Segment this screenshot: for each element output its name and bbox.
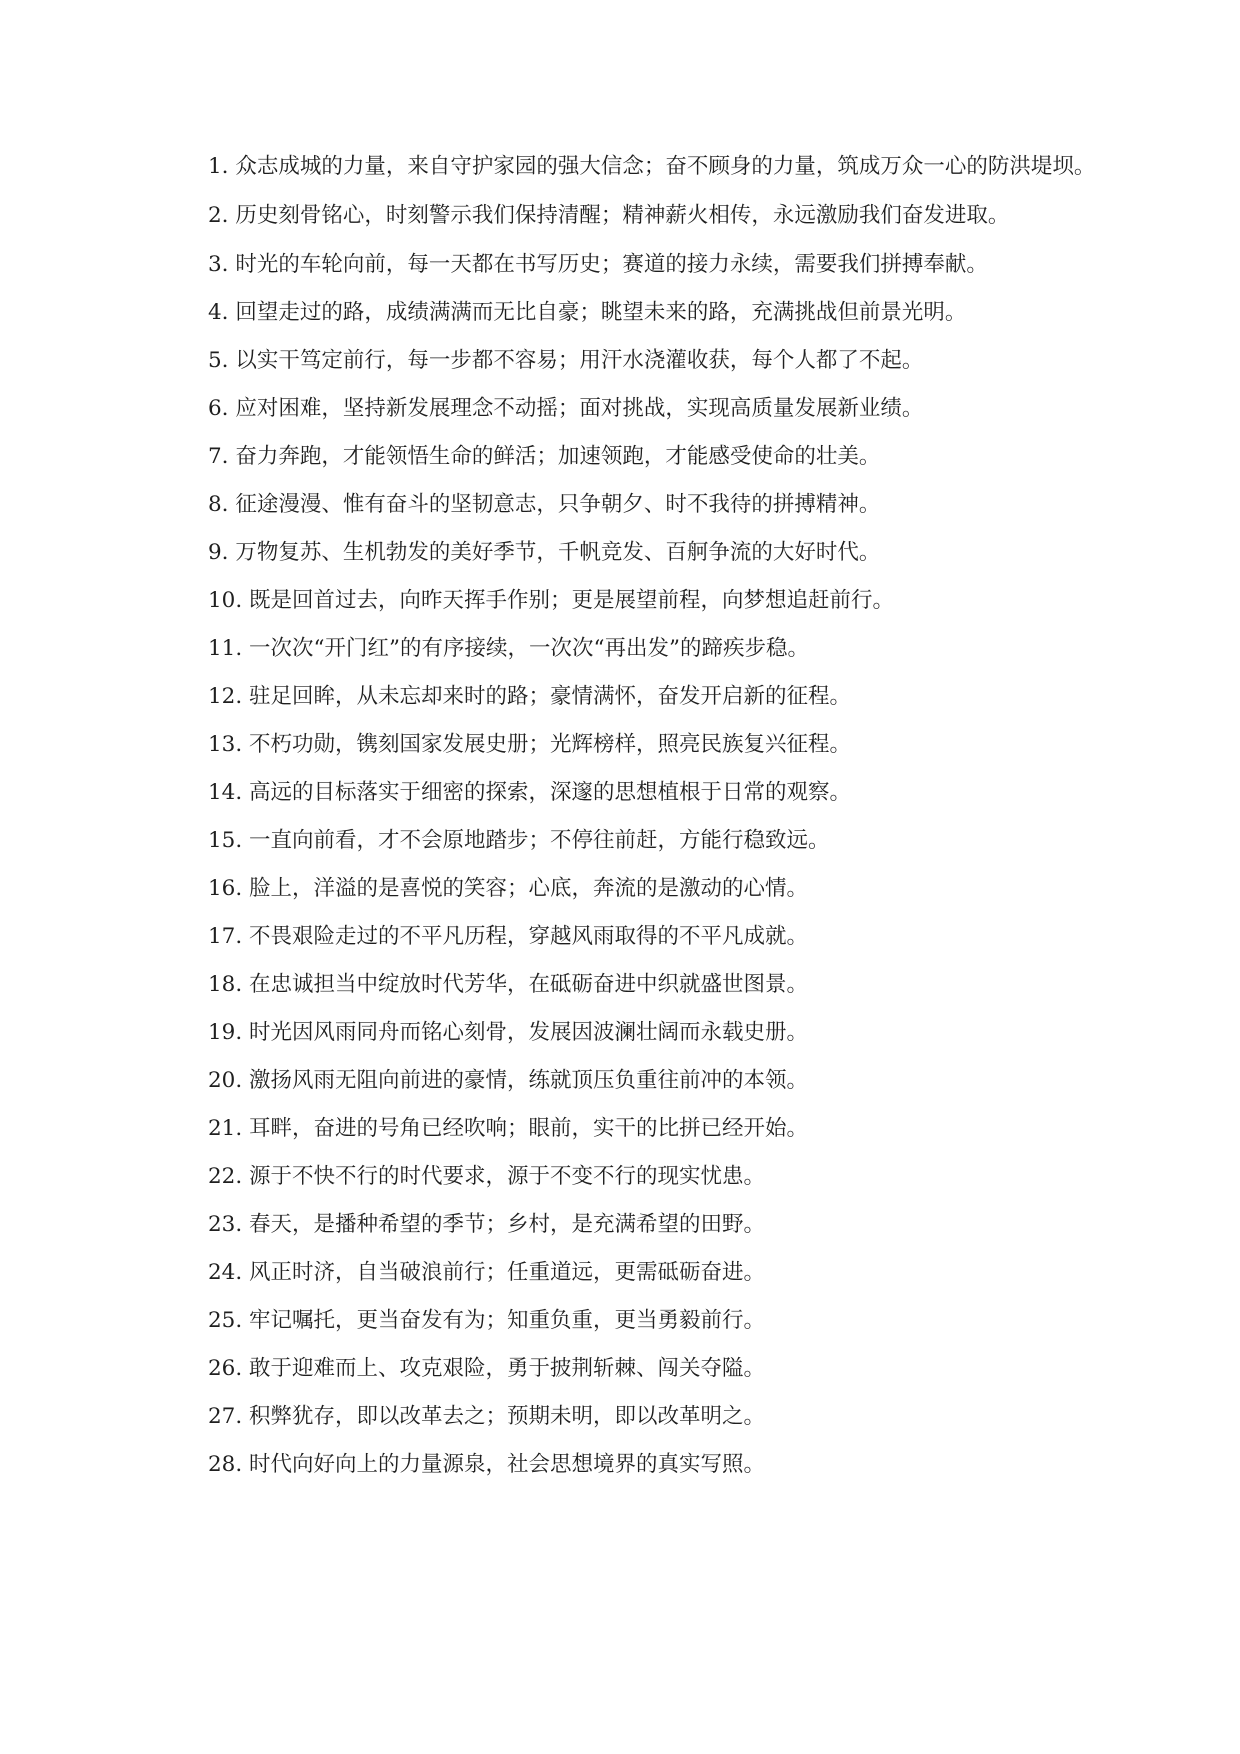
list-item: 25. 牢记嘱托，更当奋发有为；知重负重，更当勇毅前行。 <box>208 1308 766 1333</box>
list-item: 20. 激扬风雨无阻向前进的豪情，练就顶压负重往前冲的本领。 <box>208 1068 809 1093</box>
list-item: 22. 源于不快不行的时代要求，源于不变不行的现实忧患。 <box>208 1164 766 1189</box>
list-item: 9. 万物复苏、生机勃发的美好季节，千帆竞发、百舸争流的大好时代。 <box>208 540 881 565</box>
list-item: 13. 不朽功勋，镌刻国家发展史册；光辉榜样，照亮民族复兴征程。 <box>208 732 852 757</box>
list-item: 10. 既是回首过去，向昨天挥手作别；更是展望前程，向梦想追赶前行。 <box>208 588 895 613</box>
list-item: 18. 在忠诚担当中绽放时代芳华，在砥砺奋进中织就盛世图景。 <box>208 972 809 997</box>
list-item: 5. 以实干笃定前行，每一步都不容易；用汗水浇灌收获，每个人都了不起。 <box>208 348 924 373</box>
list-item: 17. 不畏艰险走过的不平凡历程，穿越风雨取得的不平凡成就。 <box>208 924 809 949</box>
list-item: 2. 历史刻骨铭心，时刻警示我们保持清醒；精神薪火相传，永远激励我们奋发进取。 <box>208 203 1010 228</box>
list-item: 16. 脸上，洋溢的是喜悦的笑容；心底，奔流的是激动的心情。 <box>208 876 809 901</box>
list-item: 27. 积弊犹存，即以改革去之；预期未明，即以改革明之。 <box>208 1404 766 1429</box>
list-item: 3. 时光的车轮向前，每一天都在书写历史；赛道的接力永续，需要我们拼搏奉献。 <box>208 252 988 277</box>
list-item: 26. 敢于迎难而上、攻克艰险，勇于披荆斩棘、闯关夺隘。 <box>208 1356 766 1381</box>
list-item: 12. 驻足回眸，从未忘却来时的路；豪情满怀，奋发开启新的征程。 <box>208 684 852 709</box>
list-item: 14. 高远的目标落实于细密的探索，深邃的思想植根于日常的观察。 <box>208 780 852 805</box>
list-item: 28. 时代向好向上的力量源泉，社会思想境界的真实写照。 <box>208 1452 766 1477</box>
list-item: 11. 一次次“开门红”的有序接续，一次次“再出发”的蹄疾步稳。 <box>208 636 809 661</box>
list-item: 1. 众志成城的力量，来自守护家园的强大信念；奋不顾身的力量，筑成万众一心的防洪堤坝。 <box>208 154 1096 179</box>
document-page <box>160 152 1100 1498</box>
list-item: 4. 回望走过的路，成绩满满而无比自豪；眺望未来的路，充满挑战但前景光明。 <box>208 300 967 325</box>
list-item: 24. 风正时济，自当破浪前行；任重道远，更需砥砺奋进。 <box>208 1260 766 1285</box>
list-item: 21. 耳畔，奋进的号角已经吹响；眼前，实干的比拼已经开始。 <box>208 1116 809 1141</box>
list-item: 7. 奋力奔跑，才能领悟生命的鲜活；加速领跑，才能感受使命的壮美。 <box>208 444 881 469</box>
list-item: 6. 应对困难，坚持新发展理念不动摇；面对挑战，实现高质量发展新业绩。 <box>208 396 924 421</box>
list-item: 8. 征途漫漫、惟有奋斗的坚韧意志，只争朝夕、时不我待的拼搏精神。 <box>208 492 881 517</box>
list-item: 23. 春天，是播种希望的季节；乡村，是充满希望的田野。 <box>208 1212 766 1237</box>
list-item: 15. 一直向前看，才不会原地踏步；不停往前赶，方能行稳致远。 <box>208 828 830 853</box>
list-item: 19. 时光因风雨同舟而铭心刻骨，发展因波澜壮阔而永载史册。 <box>208 1020 809 1045</box>
